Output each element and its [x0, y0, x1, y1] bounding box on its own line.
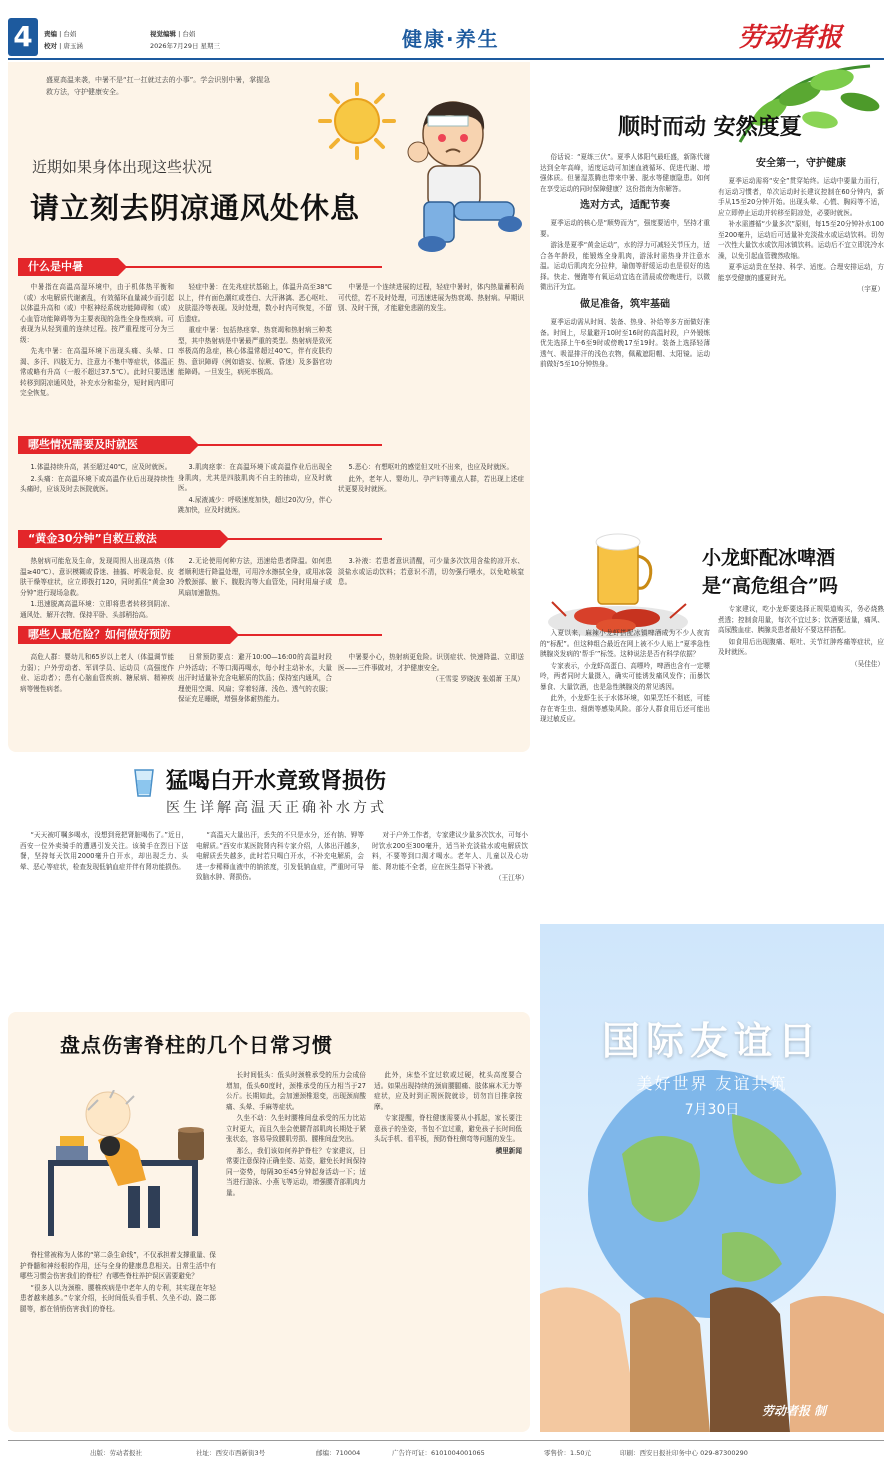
kidney-col-1: “天天被叮嘱多喝水，没想到竟把肾脏喝伤了。”近日，西安一位外卖骑手的遭遇引发关注。该骑手在烈日下送餐，坚持每天饮用2000毫升白开水，却出现乏力、头晕、恶心等症状，检查发现低钠血症并伴有肾功能损伤。 — [20, 831, 188, 871]
golden-col-1: 热射病可能危及生命，发现周围人出现高热（体温≥40℃）、意识模糊或昏迷、抽搐、呼吸急促、皮肤干燥等症状，应立即拨打120，同时抓住“黄金30分钟”进行现场急救。 1.迅速脱离高温环境：立即将患者转移到阴凉、通风处，解开衣物，保持平卧，头部稍抬高。 — [20, 557, 174, 618]
section-rule — [238, 634, 382, 636]
footer-price: 零售价：1.50元 — [544, 1449, 591, 1457]
high-risk-col-2: 日常预防要点：避开10:00—16:00的高温时段户外活动；不等口渴再喝水，每小时主动补水，大量出汗时适量补充含电解质的饮品；保持室内通风，合理使用空调、风扇；穿着轻薄、浅色、透气的衣服；保证充足睡眠，增强身体耐热能力。 — [178, 653, 332, 704]
kidney-author: （王江华） — [495, 874, 528, 883]
friendship-credit: 劳动者报 制 — [762, 1404, 827, 1418]
section-heading-see-doctor: 哪些情况需要及时就医 — [18, 436, 190, 454]
visual-editor-info: 视觉编辑 | 台娟 2026年7月29日 星期三 — [150, 30, 221, 50]
summer-subhead-2: 做足准备，筑牢基础 — [580, 299, 670, 311]
summer-col-2: 安全第一，守护健康 夏季运动需将“安全”贯穿始终。运动中要量力而行，有运动习惯者，单次运动时长建议控制在60分钟内，新手从15至20分钟开始。出现头晕、心慌、胸闷等不适，应立即停止运动并转移至阴凉处，必要时就医。 补水需遵循“少量多次”原则，每15至20分钟补水100至200毫升，运动后可适量补充淡盐水或运动饮料。切勿一次性大量饮水或饮用冰镇饮料。运动后不宜立即洗冷水澡，以免引起血管骤然收缩。 夏季运动贵在坚持、科学、适度。合理安排运动，方能享受健康的盛夏时光。 （宇夏） — [718, 158, 884, 294]
high-risk-col-1: 高危人群：婴幼儿和65岁以上老人（体温调节能力弱）；户外劳动者、军训学员、运动员（高强度作业、运动者）；患有心脑血管疾病、糖尿病、精神疾病等慢性病者。 — [20, 653, 174, 693]
heatstroke-col-2: 轻症中暑：在先兆症状基础上，体温升高至38℃以上，伴有面色潮红或苍白、大汗淋漓、恶心呕吐、皮肤湿冷等表现。及时处理，数小时内可恢复，不留后遗症。 重症中暑：包括热痉挛、热衰竭和热射病三种类型，其中热射病是中暑最严重的类型。热射病是致死率极高的急症，核心体温常超过40℃，伴有皮肤灼热、意识障碍（例如谵妄、惊厥、昏迷）及多器官功能障碍。一旦发生，病死率极高。 — [178, 283, 332, 377]
see-doctor-col-3: 5.恶心：有想呕吐的感觉但又吐不出来，也应及时就医。 此外，老年人、婴幼儿、孕产妇等重点人群，若出现上述症状更要及时就医。 — [338, 463, 524, 494]
section-rule — [198, 444, 382, 446]
golden-col-3: 3.补液：若患者意识清醒，可少量多次饮用含盐的凉开水、淡盐水或运动饮料；若意识不清，切勿强行喂水，以免呛咳窒息。 — [338, 557, 524, 587]
masthead-rule — [8, 58, 884, 60]
high-risk-col-3: 中暑要小心，热射病更危险。识别症状、快速降温、立即送医——三件事做对，才护健康安全。 （王雪雯 罗晓波 张娟萧 王凤） — [338, 653, 524, 684]
golden-col-2: 2.无论使用何种方法，迅速给患者降温。如何患者顺利进行降温处理，可用冷水擦拭全身，或用冰袋冷敷颈部、腋下、腹股沟等大血管处，同时用扇子或风扇加速散热。 — [178, 557, 332, 597]
heatstroke-title: 请立刻去阴凉通风处休息 — [30, 191, 361, 225]
crayfish-title-line-1: 小龙虾配冰啤酒 — [702, 547, 836, 569]
crayfish-col-1: 入夏以来，麻辣小龙虾搭配冰镇啤酒成为不少人夜宵的“标配”。但这种组合最近在网上被不少人贴上“夏季急性胰腺炎发病的‘帮手’”标签。这种说法是否有科学依据？ 专家表示，小龙虾高蛋白、高嘌呤，啤酒也含有一定嘌呤，两者同时大量摄入，确实可能诱发痛风发作；而暴饮暴食、大量饮酒，也是急性胰腺炎的常见诱因。 此外，小龙虾生长于水体环境，如果烹饪不彻底，可能存在寄生虫、细菌等感染风险。部分人群食用后还可能出现过敏反应。 — [540, 629, 710, 724]
crayfish-beer-illustration — [546, 532, 696, 642]
crayfish-col-2: 专家建议，吃小龙虾要选择正规渠道购买，务必烧熟煮透；控制食用量，每次不宜过多；饮酒要适量，痛风、高尿酸血症、胰腺炎患者最好不要这样搭配。 如食用后出现腹痛、呕吐、关节红肿疼痛等症状，应及时就医。 （吴佳佳） — [718, 605, 884, 668]
page-number: 4 — [13, 20, 33, 53]
kidney-subtitle: 医生详解高温天正确补水方式 — [166, 800, 387, 816]
water-glass-icon — [132, 768, 156, 798]
footer-postcode: 邮编：710004 — [316, 1449, 361, 1457]
summer-col-1: 俗话说：“夏练三伏”。夏季人体阳气最旺盛，新陈代谢达到全年高峰，适度运动可加速血液循环、促进代谢、增强体质。但暑湿蒸腾也带来中暑、脱水等健康隐患。如何在享受运动的同时保障健康？这份指南为你解答。 选对方式，适配节奏 夏季运动的核心是“顺势而为”，强度要适中，坚持才重要。 游泳是夏季“黄金运动”，水的浮力可减轻关节压力，适合各年龄段，能锻炼全身肌肉，游泳时需热身并注意水温。运动后肌肉充分拉伸，瑜伽等舒缓运动也是很好的选择。快走、慢跑等有氧运动宜选在清晨或傍晚进行，以微微出汗为宜。 做足准备，筑牢基础 夏季运动需从时间、装备、热身、补给等多方面做好准备。时间上，尽量避开10时至16时的高温时段，户外锻炼优先选择上午6至9时或傍晚17至19时。装备上选择轻薄透气、吸湿排汗的浅色衣物，佩戴遮阳帽、太阳镜。运动前做好5至10分钟热身。 — [540, 153, 710, 369]
spine-title: 盘点伤害脊柱的几个日常习惯 — [60, 1033, 333, 1057]
kidney-col-2: “高温天大量出汗，丢失的不只是水分，还有钠、钾等电解质。”西安市某医院肾内科专家介绍，人体出汗越多，电解质丢失越多，此时若只喝白开水，不补充电解质，会进一步稀释血液中的钠浓度，引发低钠血症，严重时可导致脑水肿、肾损伤。 — [196, 831, 364, 882]
section-heading-what-is: 什么是中暑 — [18, 258, 118, 276]
see-doctor-col-1: 1.体温持续升高，甚至超过40℃，应及时就医。 2.头痛：在高温环境下或高温作业后出现持续性头痛时，应该及时去医院就医。 — [20, 463, 174, 494]
spine-author: 横里新闻 — [495, 1146, 522, 1155]
kidney-title: 猛喝白开水竟致肾损伤 — [166, 768, 387, 794]
page-number-badge — [8, 18, 38, 56]
section-title: 健康·养生 — [402, 27, 500, 51]
crayfish-author: （吴佳佳） — [851, 659, 884, 668]
footer-address: 社址：西安市西新街3号 — [196, 1449, 266, 1457]
friendship-date: 7月30日 — [684, 1102, 740, 1118]
spine-col-1: 脊柱常被称为人体的“第二条生命线”，不仅承担着支撑重量、保护脊髓和神经根的作用，还与全身的健康息息相关。日常生活中有哪些习惯会伤害我们的脊柱？有哪些脊柱养护误区需要避免？ “很多人以为颈椎、腰椎疾病是中老年人的专利，其实现在年轻患者越来越多。”专家介绍，长时间低头看手机、久坐不动、跷二郎腿等，都在悄悄伤害我们的脊柱。 — [20, 1251, 216, 1313]
summer-subhead-3: 安全第一，守护健康 — [756, 158, 846, 169]
kidney-col-3: 对于户外工作者，专家建议少量多次饮水，可每小时饮水200至300毫升，适当补充淡盐水或电解质饮料，不要等到口渴才喝水。老年人、儿童以及心功能、肾功能不全者，应在医生指导下补液。 （王江华） — [372, 831, 528, 883]
footer-license: 广告许可证：6101004001065 — [392, 1449, 485, 1457]
section-rule — [126, 266, 382, 268]
friendship-title: 国际友谊日 — [601, 1019, 822, 1063]
sun-illustration — [318, 82, 396, 160]
friendship-slogan: 美好世界 友谊共筑 — [636, 1074, 788, 1093]
paper-name-logo: 劳动者报 — [738, 23, 843, 53]
friendship-poster — [540, 924, 884, 1432]
section-heading-high-risk: 哪些人最危险？如何做好预防 — [18, 626, 230, 644]
heatstroke-author: （王雪雯 罗晓波 张娟萧 王凤） — [431, 675, 524, 684]
editor-info: 责编 | 台娟 校对 | 唐玉涵 — [44, 30, 83, 50]
heatstroke-col-3: 中暑是一个连续进展的过程，轻症中暑时，体内热量蓄积尚可代偿，若不及时处理，可迅速进展为热衰竭、热射病。早期识别、及时干预，才能避免悲剧的发生。 — [338, 283, 524, 313]
section-rule — [228, 538, 382, 540]
hands-illustration — [540, 1254, 884, 1432]
issue-date: 2026年7月29日 星期三 — [150, 42, 221, 50]
footer-publisher: 出版：劳动者报社 — [90, 1449, 142, 1457]
tired-worker-illustration — [28, 1090, 216, 1240]
section-heading-golden-30: “黄金30分钟”自救互救法 — [18, 530, 220, 548]
footer-rule — [8, 1440, 884, 1441]
heatstroke-kicker: 近期如果身体出现这些状况 — [32, 158, 213, 176]
footer-printer: 印刷：西安日报社印务中心 029-87300290 — [620, 1449, 748, 1457]
intro-note: 盛夏高温来袭，中暑不是“扛一扛就过去的小事”。学会识别中暑，掌握急救方法，守护健康安全。 — [46, 76, 271, 96]
heatstroke-col-1: 中暑指在高温高湿环境中，由于机体热平衡和（或）水电解质代谢紊乱，有效循环血量减少而引起以体温升高和（或）中枢神经系统功能障碍和（或）心血管功能障碍等为主要表现的急性全身性疾病。可表现为从轻到重的连续过程。按严重程度可分为三级： 先兆中暑：在高温环境下出现头痛、头晕、口渴、多汗、四肢无力、注意力不集中等症状，体温正常或略有升高（一般不超过37.5℃）。此时只要迅速转移到阴凉通风处，补充水分和盐分，短时间内即可完全恢复。 — [20, 283, 174, 398]
see-doctor-col-2: 3.肌肉痉挛：在高温环境下或高温作业后出现全身肌肉，尤其是四肢肌肉不自主的抽动，应及时就医。 4.尿液减少：呼吸速度加快，超过20次/分，伴心跳加快，应及时就医。 — [178, 463, 332, 515]
footer — [8, 1446, 884, 1460]
sick-child-illustration — [398, 92, 528, 257]
spine-col-2: 长时间低头：低头时颈椎承受的压力会成倍增加，低头60度时，颈椎承受的压力相当于27公斤。长期如此，会加速颈椎退变，出现颈肩酸痛、头晕、手麻等症状。 久坐不动：久坐时腰椎间盘承受的压力比站立时更大，而且久坐会使腰背部肌肉长期处于紧张状态，容易导致腰肌劳损、腰椎间盘突出。 那么，我们该如何养护脊柱？专家建议，日常要注意保持正确坐姿、站姿，避免长时间保持同一姿势，每隔30至45分钟起身活动一下；适当进行游泳、小燕飞等运动，增强腰背部肌肉力量。 — [226, 1071, 366, 1198]
summer-author: （宇夏） — [857, 285, 884, 294]
spine-col-3: 此外，床垫不宜过软或过硬，枕头高度要合适。如果出现持续的颈肩腰腿痛、肢体麻木无力等症状，应及时到正规医院就诊，切勿盲目推拿按摩。 专家提醒，脊柱健康需要从小抓起，家长要注意孩子的坐姿，书包不宜过重，避免孩子长时间低头玩手机、看平板，预防脊柱侧弯等问题的发生。 横里新闻 — [374, 1071, 522, 1155]
summer-title: 顺时而动 安然度夏 — [618, 114, 802, 140]
summer-subhead-1: 选对方式，适配节奏 — [580, 200, 670, 212]
crayfish-title-line-2: 是“高危组合”吗 — [702, 575, 838, 597]
